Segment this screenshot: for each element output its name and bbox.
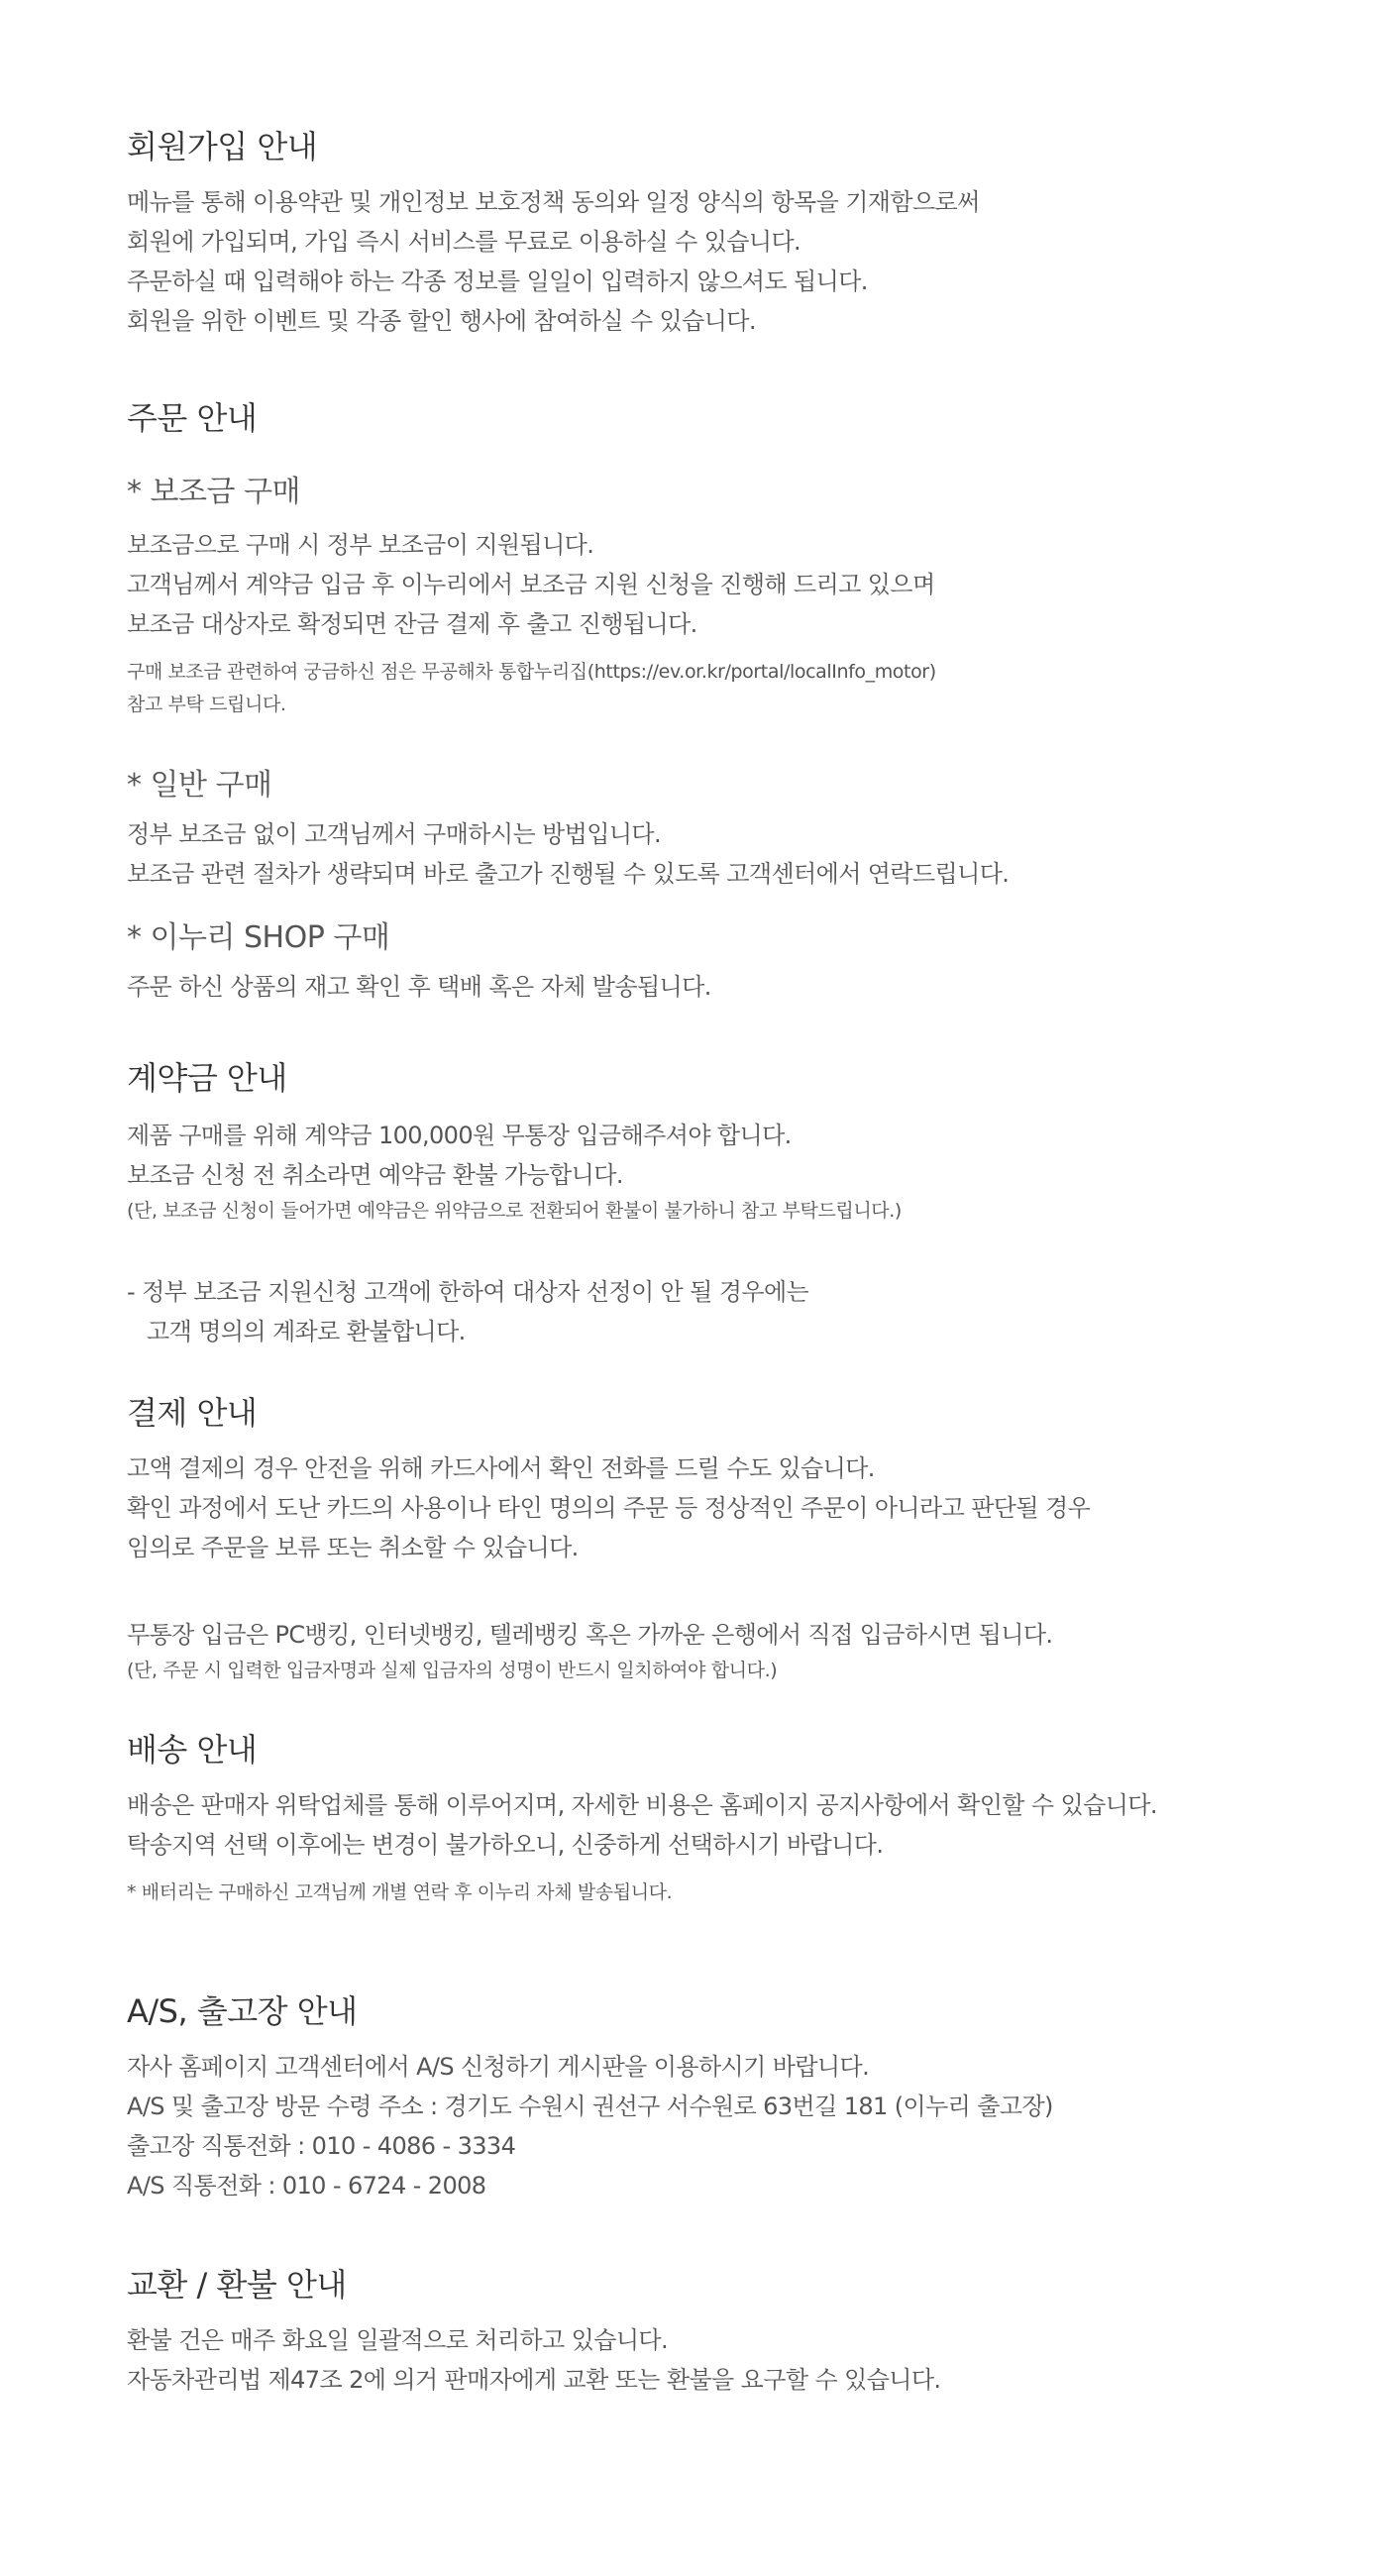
as-line: A/S 직통전화 : 010 - 6724 - 2008 [127,2172,486,2200]
exchange-line: 자동차관리법 제47조 2에 의거 판매자에게 교환 또는 환불을 요구할 수 있습니다. [127,2366,941,2394]
payment-title: 결제 안내 [127,1394,258,1432]
signup-line: 주문하실 때 입력해야 하는 각종 정보를 일일이 입력하지 않으셔도 됩니다. [127,268,868,295]
payment-bank-line: 무통장 입금은 PC뱅킹, 인터넷뱅킹, 텔레뱅킹 혹은 가까운 은행에서 직접 입금하시면 됩니다. [127,1621,1053,1649]
shipping-section [127,1730,1375,1903]
signup-line: 회원에 가입되며, 가입 즉시 서비스를 무료로 이용하실 수 있습니다. [127,228,801,256]
order-title: 주문 안내 [127,399,258,437]
payment-note: (단, 주문 시 입력한 입금자명과 실제 입금자의 성명이 반드시 일치하여야 합니다.) [127,1660,778,1681]
order-subsidy-line: 보조금 대상자로 확정되면 잔금 결제 후 출고 진행됩니다. [127,610,697,638]
payment-line: 고액 결제의 경우 안전을 위해 카드사에서 확인 전화를 드릴 수도 있습니다. [127,1454,875,1482]
as-line: 출고장 직통전화 : 010 - 4086 - 3334 [127,2132,516,2160]
order-section [127,398,1375,1001]
shipping-line: 탁송지역 선택 이후에는 변경이 불가하오니, 신중하게 선택하시기 바랍니다. [127,1831,884,1859]
as-line: A/S 및 출고장 방문 수령 주소 : 경기도 수원시 권선구 서수원로 63번길 181 (이누리 출고장) [127,2093,1053,2120]
as-title: A/S, 출고장 안내 [127,1992,358,2030]
order-subsidy-note: 구매 보조금 관련하여 궁금하신 점은 무공해차 통합누리집(https://ev.or.kr/portal/localInfo_motor) [127,661,936,683]
shipping-title: 배송 안내 [127,1731,258,1769]
signup-section [127,127,1375,335]
order-shop [127,919,711,1001]
shipping-note: * 배터리는 구매하신 고객님께 개별 연락 후 이누리 자체 발송됩니다. [127,1881,673,1903]
payment-line: 임의로 주문을 보류 또는 취소할 수 있습니다. [127,1534,579,1561]
order-subsidy-line: 보조금으로 구매 시 정부 보조금이 지원됩니다. [127,531,594,559]
deposit-note: (단, 보조금 신청이 들어가면 예약금은 위약금으로 전환되어 환불이 불가하니 참고 부탁드립니다.) [127,1200,902,1222]
exchange-title: 교환 / 환불 안내 [127,2266,347,2304]
payment-line: 확인 과정에서 도난 카드의 사용이나 타인 명의의 주문 등 정상적인 주문이 아니라고 판단될 경우 [127,1494,1091,1522]
exchange-section [127,2265,1375,2394]
deposit-line: 보조금 신청 전 취소라면 예약금 환불 가능합니다. [127,1161,623,1189]
order-general-title: * 일반 구매 [127,768,272,803]
payment-section [127,1393,1375,1681]
signup-line: 메뉴를 통해 이용약관 및 개인정보 보호정책 동의와 일정 양식의 항목을 기재함으로써 [127,188,980,216]
deposit-extra-line: - 정부 보조금 지원신청 고객에 한하여 대상자 선정이 안 될 경우에는 [127,1278,809,1306]
order-general-line: 정부 보조금 없이 고객님께서 구매하시는 방법입니다. [127,820,662,848]
exchange-line: 환불 건은 매주 화요일 일괄적으로 처리하고 있습니다. [127,2326,669,2354]
order-general [127,767,1010,888]
deposit-extra-line: 고객 명의의 계좌로 환불합니다. [147,1318,466,1345]
order-subsidy [127,474,936,715]
deposit-title: 계약금 안내 [127,1059,287,1097]
order-shop-title: * 이누리 SHOP 구매 [127,920,390,955]
as-line: 자사 홈페이지 고객센터에서 A/S 신청하기 게시판을 이용하시기 바랍니다. [127,2053,870,2081]
signup-line: 회원을 위한 이벤트 및 각종 할인 행사에 참여하실 수 있습니다. [127,307,756,335]
signup-title: 회원가입 안내 [127,128,318,165]
as-section [127,1991,1375,2200]
deposit-line: 제품 구매를 위해 계약금 100,000원 무통장 입금해주셔야 합니다. [127,1122,792,1149]
order-subsidy-title: * 보조금 구매 [127,475,300,509]
order-shop-line: 주문 하신 상품의 재고 확인 후 택배 혹은 자체 발송됩니다. [127,973,711,1001]
shipping-line: 배송은 판매자 위탁업체를 통해 이루어지며, 자세한 비용은 홈페이지 공지사항에서 확인할 수 있습니다. [127,1791,1157,1819]
order-subsidy-line: 고객님께서 계약금 입금 후 이누리에서 보조금 지원 신청을 진행해 드리고 있으며 [127,571,935,598]
order-general-line: 보조금 관련 절차가 생략되며 바로 출고가 진행될 수 있도록 고객센터에서 연락드립니다. [127,860,1010,888]
order-subsidy-note: 참고 부탁 드립니다. [127,694,286,715]
deposit-section [127,1058,1375,1345]
